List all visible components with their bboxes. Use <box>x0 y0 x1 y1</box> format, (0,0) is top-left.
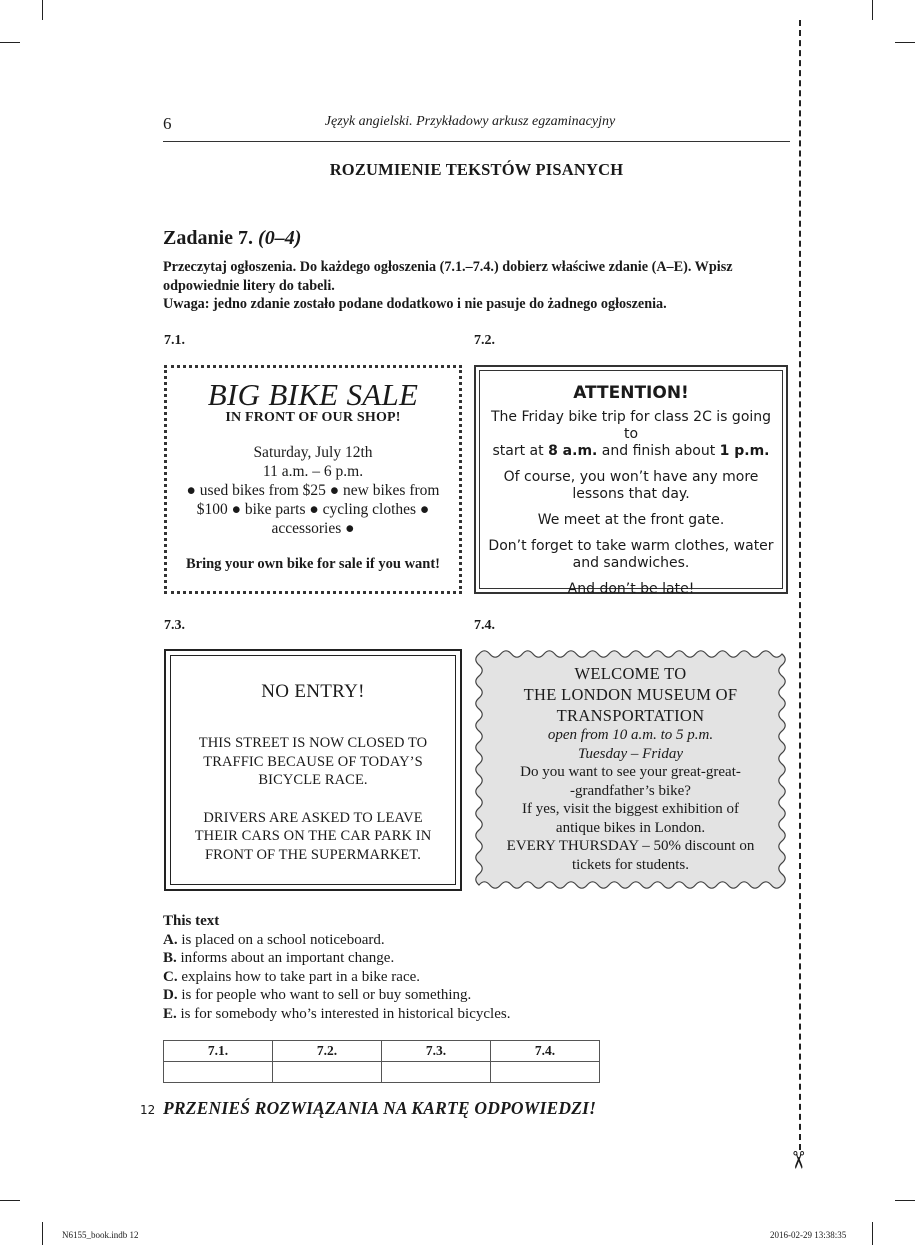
notice-4-question-1: Do you want to see your great-great- <box>520 764 741 780</box>
crop-mark-top-left-v <box>42 0 43 20</box>
crop-mark-bottom-left-h <box>0 1200 20 1201</box>
notice-4-discount-2: tickets for students. <box>571 856 690 873</box>
option-letter: A. <box>163 931 178 948</box>
header-rule <box>163 141 790 142</box>
answer-cell-7-3[interactable] <box>382 1062 491 1083</box>
notice-4-hours: open from 10 a.m. to 5 p.m. <box>547 727 714 743</box>
answer-header-7-1: 7.1. <box>164 1041 273 1062</box>
notice-1-subhead: IN FRONT OF OUR SHOP! <box>225 410 401 425</box>
notice-label-7-2: 7.2. <box>474 333 495 348</box>
notice-2-inner <box>479 370 783 597</box>
notice-1-list-3: accessories ● <box>271 520 355 537</box>
notice-2-para-5: And don’t be late! <box>567 581 695 597</box>
option-letter: C. <box>163 968 178 985</box>
option-letter: B. <box>163 950 177 967</box>
instruction-line-3: Uwaga: jedno zdanie zostało podane dodatkowo i nie pasuje do żadnego ogłoszenia. <box>163 296 667 312</box>
notice-1-closing: Bring your own bike for sale if you want! <box>185 556 441 572</box>
scissors-icon: ✂ <box>784 1149 813 1171</box>
running-title: Język angielski. Przykładowy arkusz egzaminacyjny <box>324 114 616 129</box>
task-points: (0–4) <box>258 227 302 249</box>
notice-3-para-2-line-3: FRONT OF THE SUPERMARKET. <box>204 846 421 863</box>
answer-table-header-row <box>164 1041 600 1062</box>
option-letter: E. <box>163 1005 177 1022</box>
notice-2-end-time: 1 p.m. <box>719 443 770 459</box>
option-a <box>163 931 510 950</box>
notice-2-para-1 <box>486 409 776 460</box>
notice-2-para-2: Of course, you won’t have any more lessons that day. <box>503 469 759 502</box>
crop-mark-top-right-v <box>872 0 873 20</box>
answer-header-7-3: 7.3. <box>382 1041 491 1062</box>
notice-label-7-4: 7.4. <box>474 618 495 633</box>
answer-cell-7-2[interactable] <box>273 1062 382 1083</box>
notice-3-para-2 <box>171 809 455 865</box>
task-title <box>163 227 301 250</box>
notice-4-museum-name-2: TRANSPORTATION <box>556 706 705 725</box>
cut-line <box>799 20 801 1150</box>
notice-2-para-3: We meet at the front gate. <box>537 512 725 528</box>
notice-3-para-1-line-3: BICYCLE RACE. <box>258 772 368 788</box>
task-instruction <box>163 258 803 314</box>
notice-no-entry <box>164 649 462 891</box>
notice-3-para-1-line-1: THIS STREET IS NOW CLOSED TO <box>198 735 428 751</box>
notice-2-headline: ATTENTION! <box>573 383 689 403</box>
answer-cell-7-1[interactable] <box>164 1062 273 1083</box>
notice-1-time: 11 a.m. – 6 p.m. <box>262 463 364 480</box>
notice-4-days: Tuesday – Friday <box>578 745 683 762</box>
option-text: is for somebody who’s interested in historical bicycles. <box>176 1005 511 1022</box>
option-c <box>163 968 510 987</box>
notice-1-list-1: ● used bikes from $25 ● new bikes from <box>186 482 440 499</box>
slug-file: N6155_book.indb 12 <box>62 1230 139 1240</box>
answer-options <box>163 912 510 1024</box>
option-letter: D. <box>163 987 178 1004</box>
option-text: is for people who want to sell or buy something. <box>177 987 472 1004</box>
task-number: Zadanie 7. <box>163 227 254 249</box>
crop-mark-bottom-left-v <box>42 1222 43 1245</box>
notice-3-headline: NO ENTRY! <box>261 681 365 702</box>
notice-2-para-4: Don’t forget to take warm clothes, water and sandwiches. <box>488 538 774 571</box>
instruction-line-1: Przeczytaj ogłoszenia. Do każdego ogłoszenia (7.1.–7.4.) dobierz właściwe zdanie (A–E). Wpisz <box>163 259 733 275</box>
notice-2-start-time: 8 a.m. <box>548 443 598 459</box>
section-title: ROZUMIENIE TEKSTÓW PISANYCH <box>329 160 624 179</box>
notice-1-body <box>167 443 459 538</box>
options-lead-text: This text <box>163 913 220 929</box>
notice-3-para-2-line-1: DRIVERS ARE ASKED TO LEAVE <box>203 809 423 826</box>
crop-mark-bottom-right-v <box>872 1222 873 1245</box>
notice-2-para-1b-mid: and finish about <box>597 443 720 459</box>
crop-mark-bottom-right-h <box>895 1200 915 1201</box>
notice-4-invite-1: If yes, visit the biggest exhibition of <box>521 801 740 817</box>
answer-table <box>163 1040 600 1083</box>
notice-3-para-1 <box>171 734 455 790</box>
option-d <box>163 986 510 1005</box>
options-lead <box>163 912 510 931</box>
notice-museum <box>474 649 787 890</box>
notice-3-para-1-line-2: TRAFFIC BECAUSE OF TODAY’S <box>203 753 423 770</box>
instruction-line-2: odpowiednie litery do tabeli. <box>163 277 335 294</box>
notice-1-date: Saturday, July 12th <box>253 444 373 461</box>
notice-4-content <box>480 663 781 874</box>
notice-1-list-2: $100 ● bike parts ● cycling clothes ● <box>196 501 430 518</box>
folio-number: 12 <box>140 1103 156 1117</box>
notice-4-discount-1: EVERY THURSDAY – 50% discount on <box>506 838 755 854</box>
notice-attention <box>474 365 788 597</box>
option-b <box>163 949 510 968</box>
notice-4-welcome: WELCOME TO <box>574 664 687 683</box>
answer-header-7-4: 7.4. <box>491 1041 600 1062</box>
answer-header-7-2: 7.2. <box>273 1041 382 1062</box>
notice-2-para-1a: The Friday bike trip for class 2C is going to <box>490 409 772 442</box>
notice-bike-sale <box>164 365 462 594</box>
notice-4-question-2: -grandfather’s bike? <box>570 782 691 799</box>
page-number: 6 <box>163 114 172 133</box>
crop-mark-top-right-h <box>895 42 915 43</box>
slug-timestamp: 2016-02-29 13:38:35 <box>770 1230 847 1240</box>
answer-table-answer-row <box>164 1062 600 1083</box>
option-text: informs about an important change. <box>176 950 395 967</box>
transfer-note: PRZENIEŚ ROZWIĄZANIA NA KARTĘ ODPOWIEDZI! <box>163 1098 597 1118</box>
notice-4-invite-2: antique bikes in London. <box>555 819 706 836</box>
notice-3-para-2-line-2: THEIR CARS ON THE CAR PARK IN <box>194 828 432 844</box>
notice-4-museum-name-1: THE LONDON MUSEUM OF <box>523 685 738 704</box>
option-text: explains how to take part in a bike race. <box>177 968 421 985</box>
notice-1-headline: BIG BIKE SALE <box>207 377 419 412</box>
notice-label-7-3: 7.3. <box>164 618 185 633</box>
answer-cell-7-4[interactable] <box>491 1062 600 1083</box>
crop-mark-top-left-h <box>0 42 20 43</box>
notice-2-para-1b-pre: start at <box>492 443 549 459</box>
option-text: is placed on a school noticeboard. <box>177 931 385 948</box>
option-e <box>163 1005 510 1024</box>
notice-label-7-1: 7.1. <box>164 333 185 348</box>
notice-3-inner <box>170 655 456 885</box>
